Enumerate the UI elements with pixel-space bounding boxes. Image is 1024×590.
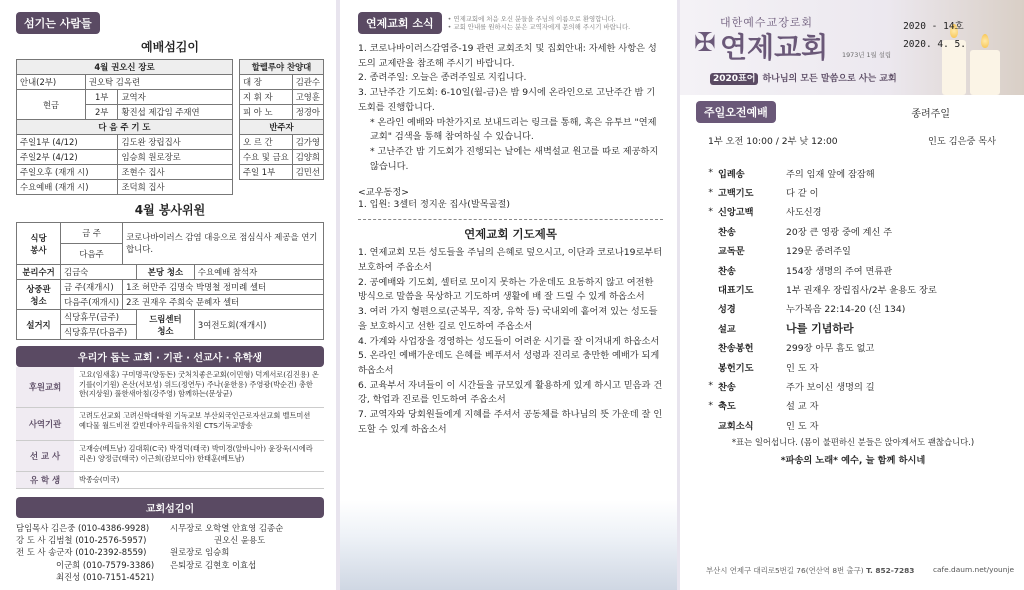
order-row xyxy=(696,202,1010,221)
news-item: 1. 코로나바이러스감염증-19 관련 교회조치 및 집회안내: 자세한 사항은 성도의 교제란을 참조해 주시기 바랍니다. xyxy=(358,43,657,69)
news-note: • 연제교회에 처음 오신 분들을 주님의 이름으로 환영합니다. • 교회 안내를 원하시는 분은 교역자에게 문의해 주시기 바랍니다. xyxy=(447,14,631,31)
order-row xyxy=(696,376,1010,395)
fellowship-title: <교우동정> xyxy=(358,187,409,199)
accompanist-title: 반주자 xyxy=(239,120,323,135)
service-leader: 인도 김은중 목사 xyxy=(928,136,996,147)
order-label: 봉헌기도 xyxy=(718,362,754,374)
accompanist-name: 김가영 xyxy=(292,135,323,150)
order-row xyxy=(696,182,1010,201)
order-value: 주의 임재 앞에 잠잠해 xyxy=(786,168,875,180)
order-label: 찬송 xyxy=(718,381,736,393)
phone: T. 852-7283 xyxy=(866,566,915,575)
recycle-label: 분리수거 xyxy=(17,265,61,280)
worship-table xyxy=(16,59,233,195)
support-list xyxy=(16,367,324,489)
order-value: 20장 큰 영광 중에 계신 주 xyxy=(786,226,893,238)
dish-row: 식당휴무(다음주) xyxy=(61,325,137,340)
dream-value: 3여전도회(재개시) xyxy=(194,310,323,340)
contacts xyxy=(16,522,324,583)
usher-label: 안내(2부) xyxy=(17,75,86,90)
support-row xyxy=(16,408,324,441)
accompanist-role: 주일 1부 xyxy=(239,165,292,180)
next-row-label: 수요예배 (재개 시) xyxy=(17,180,118,195)
support-text: 고려도선교회 고려신학대학원 기독교보 부산외국인근로자선교회 벨트미션 예다물 월드비전 칼빈대아우리들유치원 CTS기독교방송 xyxy=(79,411,311,430)
offering-label: 현금 xyxy=(17,90,86,120)
choir-name: 정경아 xyxy=(292,105,323,120)
offering-value-2: 황진섭 제갑임 주재연 xyxy=(118,105,232,120)
accompanist-name: 김양희 xyxy=(292,150,323,165)
website: cafe.daum.net/younje xyxy=(932,565,1014,574)
offering-sub-1: 1부 xyxy=(85,90,118,105)
worship-servers-title: 예배섬김이 xyxy=(141,40,199,54)
next-row-value: 조현수 집사 xyxy=(118,165,232,180)
dish-row: 식당휴무(금주) xyxy=(61,310,137,325)
prayer-item: 2. 공예배와 기도회, 셀터로 모이지 못하는 가운데도 요동하지 않고 여전한 방식으로 말씀을 묵상하고 기도하며 생활에 배 잘 드릴 수 있게 하옵소서 xyxy=(358,276,654,303)
elder-line: 원로장로 임승희 xyxy=(170,547,230,558)
address: 부산시 연제구 대리로5번길 76(연산역 8번 출구) xyxy=(706,566,864,575)
order-label: 성경 xyxy=(718,304,736,316)
main-clean-value: 수요예배 참석자 xyxy=(194,265,323,280)
order-label: 교독문 xyxy=(718,246,745,258)
support-row xyxy=(16,441,324,472)
fellowship-item: 1. 입원: 3셀터 정지운 집사(발목골절) xyxy=(358,199,510,211)
support-label: 유 학 생 xyxy=(16,472,74,488)
candle-flame xyxy=(981,34,989,48)
order-label: 축도 xyxy=(718,401,736,413)
order-row xyxy=(696,241,1010,260)
issue-info xyxy=(903,18,966,54)
next-row-label: 주일오후 (재개 시) xyxy=(17,165,118,180)
cleanup-week: 금 주(재개시) xyxy=(61,280,123,295)
stand-marker: * xyxy=(708,399,713,411)
church-name: 연제교회 xyxy=(720,31,829,64)
serving-tag: 섬기는 사람들 xyxy=(16,12,100,34)
meal-label: 식당 봉사 xyxy=(17,223,61,265)
church-logo-icon: ✠ xyxy=(694,28,716,58)
issue-date: 2020. 4. 5. xyxy=(903,39,966,51)
denomination: 대한예수교장로회 xyxy=(720,16,814,29)
order-row xyxy=(696,415,1010,434)
recycle-value: 김금숙 xyxy=(61,265,137,280)
meal-text: 코로나바이러스 감염 대응으로 점심식사 제공을 연기합니다. xyxy=(123,223,324,265)
dish-label: 설거지 xyxy=(17,310,61,340)
order-list xyxy=(696,163,1010,434)
cleanup-week: 다음주(재개시) xyxy=(61,295,123,310)
choir-role: 대 장 xyxy=(239,75,292,90)
main-clean-label: 본당 청소 xyxy=(136,265,194,280)
news-item: * 고난주간 밤 기도회가 진행되는 날에는 새벽설교 원고를 따로 제공하지 않습니다. xyxy=(370,146,659,172)
order-row xyxy=(696,338,1010,357)
order-row xyxy=(696,299,1010,318)
order-value: 사도신경 xyxy=(786,207,822,219)
contacts-right xyxy=(170,522,324,583)
prayer-title: 연제교회 기도제목 xyxy=(464,227,557,242)
order-label: 설교 xyxy=(718,323,736,335)
news-list xyxy=(358,42,663,174)
support-title: 우리가 돕는 교회 · 기관 · 선교사 · 유학생 xyxy=(16,346,324,367)
accompanist-role: 수요 및 금요 xyxy=(239,150,292,165)
order-label: 교회소식 xyxy=(718,420,754,432)
next-row-label: 주일2부 (4/12) xyxy=(17,150,118,165)
order-value: 인 도 자 xyxy=(786,420,819,432)
service-tag: 주일오전예배 xyxy=(696,101,776,123)
news-item: 3. 고난주간 기도회: 6-10일(월-금)은 밤 9시에 온라인으로 고난주간 밤 기도회를 진행합니다. xyxy=(358,87,656,113)
sunday-name: 종려주일 xyxy=(911,108,950,120)
order-value: 설 교 자 xyxy=(786,401,819,413)
prayer-item: 4. 가계와 사업장을 경영하는 성도들이 어려운 시기를 잘 이겨내게 하옵소서 xyxy=(358,335,660,347)
support-text: 박종승(미국) xyxy=(79,475,120,484)
cleanup-team: 1조 허만주 김명숙 박명철 정미례 셀터 xyxy=(123,280,324,295)
order-value: 다 같 이 xyxy=(786,188,819,200)
order-row xyxy=(696,221,1010,240)
contact-line: 최진성 (010-7151-4521) xyxy=(56,571,155,582)
prayer-item: 5. 온라인 예배가운데도 은혜를 베푸셔서 성령과 진리로 충만한 예배가 되게 하옵소서 xyxy=(358,350,660,376)
motto-text: 하나님의 모든 말씀으로 사는 교회 xyxy=(762,74,897,84)
closing-song: *파송의 노래* 예수, 늘 함께 하시네 xyxy=(780,455,926,467)
candle-image xyxy=(970,50,1000,95)
prayer-item: 6. 교육부서 자녀들이 이 시간들을 규모있게 활용하게 있게 하시고 믿음과 건강, 학업과 진로를 인도하여 주옵소서 xyxy=(358,379,663,406)
order-label: 대표기도 xyxy=(718,285,754,297)
support-label: 사역기관 xyxy=(16,408,74,440)
prayer-item: 1. 연제교회 모든 성도들을 주님의 은혜로 덮으시고, 이단과 코로나19로부터 보호하여 주옵소서 xyxy=(358,247,663,273)
motto-year: 2020표어 xyxy=(710,73,758,85)
established: 1973년 1월 설립 xyxy=(842,51,892,59)
order-label: 찬송 xyxy=(718,265,736,277)
contact-line: 담임목사 김은중 (010-4386-9928) xyxy=(16,523,150,533)
support-row xyxy=(16,472,324,489)
month-lead: 4월 권오신 장로 xyxy=(17,60,233,75)
accompanist-name: 김민선 xyxy=(292,165,323,180)
worship-order-section xyxy=(680,101,1024,466)
support-text: 고재승(베트남) 김대휘(C국) 박경덕(태국) 박미경(알바니아) 윤장욱(시에라리온) 양정금(태국) 이근희(캄보디아) 한태훈(베트남) xyxy=(79,444,313,463)
order-label: 찬송봉헌 xyxy=(718,343,754,355)
order-row xyxy=(696,163,1010,182)
offering-sub-2: 2부 xyxy=(85,105,118,120)
meal-next-week: 다음주 xyxy=(61,244,123,265)
offering-value-1: 교역자 xyxy=(118,90,232,105)
support-text: 고요(임새홍) 구미명곡(양동돈) 굿처치좋은교회(이민형) 덕계서로(김진용) 온기를(이기원) 온산(서보성) 위드(정연두) 주나(윤한용) 주영광(박순건) 총한한(지상원) 풀한새아침(강주영) 함께하는(문상균) xyxy=(79,370,319,399)
next-row-value: 김도완 장립집사 xyxy=(118,135,232,150)
choir-title: 할렐루야 찬양대 xyxy=(239,60,323,75)
cover-header xyxy=(680,0,1024,95)
news-tag: 연제교회 소식 xyxy=(358,12,442,34)
service-times: 1부 오전 10:00 / 2부 낮 12:00 xyxy=(708,136,838,147)
elder-line: 권오신 윤용도 xyxy=(214,535,266,546)
order-label: 찬송 xyxy=(718,226,736,238)
standing-note: *표는 일어섭니다. (몸이 불편하신 분들은 앉아계셔도 괜찮습니다.) xyxy=(731,437,975,448)
next-row-value: 조덕희 집사 xyxy=(118,180,232,195)
accompanist-role: 오 르 간 xyxy=(239,135,292,150)
prayer-item: 3. 여러 가지 형편으로(군복무, 직장, 유학 등) 국내외에 흩어져 있는 성도들을 보호하시고 선한 길로 인도하여 주옵소서 xyxy=(358,306,658,332)
contacts-title: 교회섬김이 xyxy=(16,497,324,518)
contact-line: 강 도 사 김범철 (010-2576-5957) xyxy=(16,535,147,546)
support-label: 후원교회 xyxy=(16,367,74,407)
motto xyxy=(710,71,897,84)
choir-name: 김관수 xyxy=(292,75,323,90)
cleanup-team: 2조 권재우 주희숙 문혜자 셀터 xyxy=(123,295,324,310)
stand-marker: * xyxy=(708,205,713,217)
contact-line: 전 도 사 송군자 (010-2392-8559) xyxy=(16,547,147,558)
order-value: 누가복음 22:14-20 (신 134) xyxy=(786,304,906,316)
support-row xyxy=(16,367,324,408)
next-week-prayer-header: 다 음 주 기 도 xyxy=(17,120,233,135)
order-value: 1부 권재우 장립집사/2부 윤용도 장로 xyxy=(786,285,937,297)
order-label: 신앙고백 xyxy=(718,207,754,219)
order-row xyxy=(696,357,1010,376)
order-row xyxy=(696,279,1010,298)
footer xyxy=(706,565,1014,576)
order-value: 299장 아무 흠도 없고 xyxy=(786,343,875,355)
choir-table xyxy=(239,59,324,180)
stand-marker: * xyxy=(708,186,713,198)
order-row xyxy=(696,318,1010,337)
contact-line: 이군희 (010-7579-3386) xyxy=(56,559,155,570)
elder-line: 은퇴장로 김현호 이효섭 xyxy=(170,559,257,570)
choir-role: 지 휘 자 xyxy=(239,90,292,105)
cleanup-label: 상중관 청소 xyxy=(17,280,61,310)
prayer-item: 7. 교역자와 당회원들에게 지혜를 주셔서 공동체를 하나님의 뜻 가운데 잘 인도할 수 있게 하옵소서 xyxy=(358,409,663,435)
prayer-list xyxy=(358,246,663,437)
choir-name: 고영훈 xyxy=(292,90,323,105)
order-value: 주가 보이신 생명의 길 xyxy=(786,381,875,393)
left-panel xyxy=(0,0,336,590)
elder-line: 시무장로 오학열 안효영 김종순 xyxy=(170,523,284,533)
order-row xyxy=(696,396,1010,415)
order-value: 129문 종려주일 xyxy=(786,246,851,258)
volunteer-title: 4월 봉사위원 xyxy=(134,203,206,217)
dashed-divider xyxy=(358,219,663,220)
next-row-label: 주일1부 (4/12) xyxy=(17,135,118,150)
order-label: 입례송 xyxy=(718,168,745,180)
order-value: 154장 생명의 주여 면류관 xyxy=(786,265,893,277)
contacts-left xyxy=(16,522,170,583)
issue-number: 2020 - 14호 xyxy=(903,21,964,32)
order-value: 인 도 자 xyxy=(786,362,819,374)
dream-label: 드림센터 청소 xyxy=(136,310,194,340)
news-item: 2. 종려주일: 오늘은 종려주일로 지킵니다. xyxy=(358,72,527,84)
order-row xyxy=(696,260,1010,279)
volunteer-table xyxy=(16,222,324,340)
support-label: 선 교 사 xyxy=(16,441,74,471)
next-row-value: 임승희 원로장로 xyxy=(118,150,232,165)
choir-role: 피 아 노 xyxy=(239,105,292,120)
usher-value: 권오탁 김옥련 xyxy=(85,75,232,90)
stand-marker: * xyxy=(708,380,713,392)
meal-this-week: 금 주 xyxy=(61,223,123,244)
news-item: * 온라인 예배와 마찬가지로 보내드리는 링크를 통해, 혹은 유투브 "연제교회" 검색을 통해 참여하실 수 있습니다. xyxy=(370,116,657,143)
stand-marker: * xyxy=(708,167,713,179)
right-panel xyxy=(680,0,1024,590)
order-label: 고백기도 xyxy=(718,188,754,200)
middle-panel xyxy=(340,0,677,590)
snow-landscape-image xyxy=(340,500,677,590)
order-value: 나를 기념하라 xyxy=(786,321,854,335)
